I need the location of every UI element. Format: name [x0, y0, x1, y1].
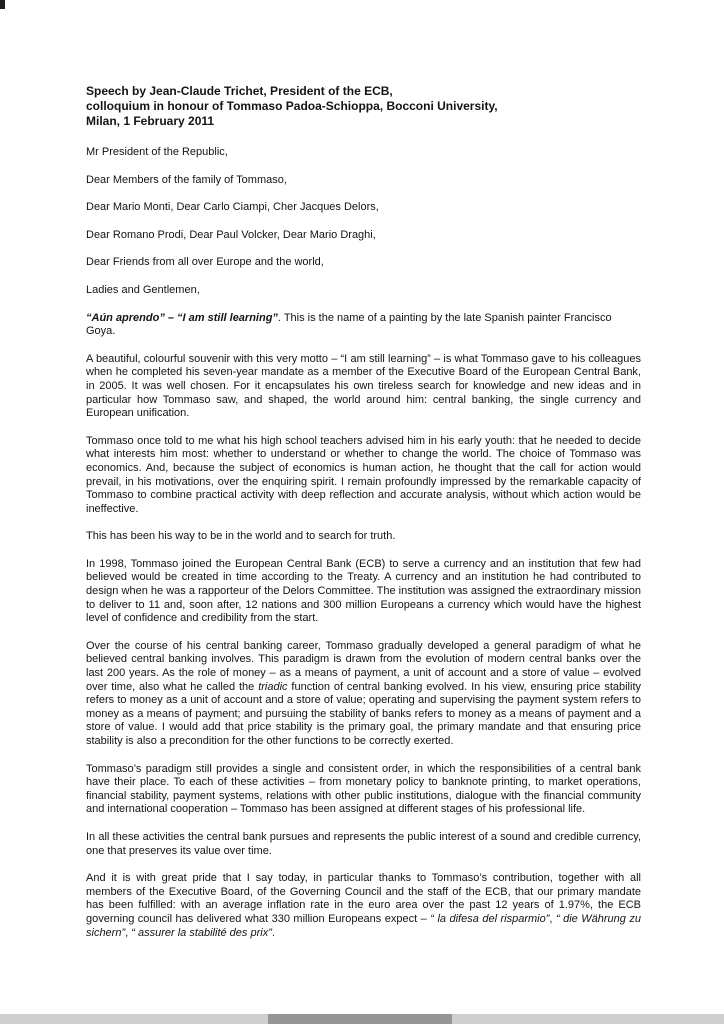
document-title [86, 84, 641, 129]
text-run: “Aún aprendo” – “I am still learning” [86, 311, 278, 324]
text-run: . [271, 926, 275, 939]
text-run: Over the course of his central banking career, Tommaso gradually developed a general paradigm of what he believed central banking involves. This paradigm is drawn from the evolution of modern central banks over the last 200 years. As the role of money – as a means of payment, a unit of account and a store of value – evolved over time, also what he called the [86, 639, 641, 693]
paragraph [86, 284, 641, 298]
paragraph [86, 229, 641, 243]
paragraph [86, 558, 641, 626]
text-run: “ die Währung zu sichern” [86, 912, 641, 939]
paragraph [86, 831, 641, 858]
text-run: function of central banking evolved. In his view, ensuring price stability refers to money as a unit of account and a store of value; operating and supervising the payment system refers to money as a means of payment; and pursuing the stability of banks refers to money as a means of payment and a store of value. I would add that price stability is the primary goal, the primary mandate and that ensuring price stability is also a precondition for the other functions to be correctly exerted. [86, 680, 641, 747]
title-line: Milan, 1 February 2011 [86, 114, 215, 128]
text-run: Dear Romano Prodi, Dear Paul Volcker, Dear Mario Draghi, [86, 228, 376, 241]
paragraph [86, 530, 641, 544]
horizontal-scrollbar[interactable] [0, 1014, 724, 1024]
text-run: , [125, 926, 132, 939]
text-run: , [549, 912, 556, 925]
text-run: triadic [258, 680, 288, 693]
paragraph [86, 640, 641, 749]
text-run: A beautiful, colourful souvenir with this very motto – “I am still learning” – is what Tommaso gave to his colleagues when he completed his seven-year mandate as a member of the Executive Board of the European Central Bank, in 2005. It was well chosen. For it encapsulates his own tireless search for knowledge and new ideas and in particular how Tommaso saw, and shaped, the world around him: central banking, the single currency and European unification. [86, 352, 641, 420]
paragraph [86, 763, 641, 817]
text-run: Tommaso once told to me what his high school teachers advised him in his early youth: that he needed to decide what interests him most: whether to understand or whether to change the world. The choice of Tommaso was economics. And, because the subject of economics is human action, he thought that the call for action would prevail, in his motivations, over the enquiring spirit. I remain profoundly impressed by the remarkable capacity of Tommaso to combine practical activity with deep reflection and accurate analysis, without which action would be ineffective. [86, 434, 641, 515]
paragraph [86, 353, 641, 421]
text-run: This has been his way to be in the world and to search for truth. [86, 530, 396, 543]
paragraph [86, 312, 641, 339]
text-run: And it is with great pride that I say today, in particular thanks to Tommaso’s contribution, together with all members of the Executive Board, of the Governing Council and the staff of the ECB, that our primary mandate has been fulfilled: with an average inflation rate in the euro area over the past 12 years of 1.97%, the ECB governing council has delivered what 330 million Europeans expect – [86, 872, 641, 925]
text-run: Tommaso’s paradigm still provides a single and consistent order, in which the responsibilities of a central bank have their place. To each of these activities – from monetary policy to banknote printing, to market operations, financial stability, payment systems, relations with other public institutions, dialogue with the financial community and international cooperation – Tommaso has been assigned at different stages of his professional life. [86, 762, 641, 816]
text-run: In 1998, Tommaso joined the European Central Bank (ECB) to serve a currency and an institution that few had believed would be created in time according to the Treaty. A currency and an institution he had contributed to design when he was a rapporteur of the Delors Committee. The institution was assigned the extraordinary mission to deliver to 11 and, soon after, 12 nations and 300 million Europeans a currency which would have the highest level of confidence and credibility from the start. [86, 557, 641, 625]
scan-artifact [0, 0, 5, 9]
paragraph [86, 201, 641, 215]
text-run: Mr President of the Republic, [86, 146, 228, 158]
text-run: “ assurer la stabilité des prix” [131, 926, 272, 939]
text-run: Dear Mario Monti, Dear Carlo Ciampi, Cher Jacques Delors, [86, 201, 379, 214]
paragraph [86, 174, 641, 188]
title-line: Speech by Jean-Claude Trichet, President of the ECB, [86, 84, 393, 98]
text-run: Ladies and Gentlemen, [86, 283, 200, 296]
paragraph [86, 146, 641, 160]
paragraph [86, 256, 641, 270]
text-run: Dear Members of the family of Tommaso, [86, 173, 287, 186]
document-body [86, 146, 641, 940]
text-run: In all these activities the central bank pursues and represents the public interest of a sound and credible currency, one that preserves its value over time. [86, 830, 641, 857]
paragraph [86, 435, 641, 517]
paragraph [86, 872, 641, 940]
text-run: . This is the name of a painting by the late Spanish painter Francisco Goya. [86, 311, 612, 338]
text-run: “ la difesa del risparmio” [430, 912, 550, 925]
title-line: colloquium in honour of Tommaso Padoa-Schioppa, Bocconi University, [86, 99, 498, 113]
scrollbar-thumb[interactable] [268, 1014, 452, 1024]
document-page [86, 84, 641, 954]
text-run: Dear Friends from all over Europe and the world, [86, 256, 324, 269]
